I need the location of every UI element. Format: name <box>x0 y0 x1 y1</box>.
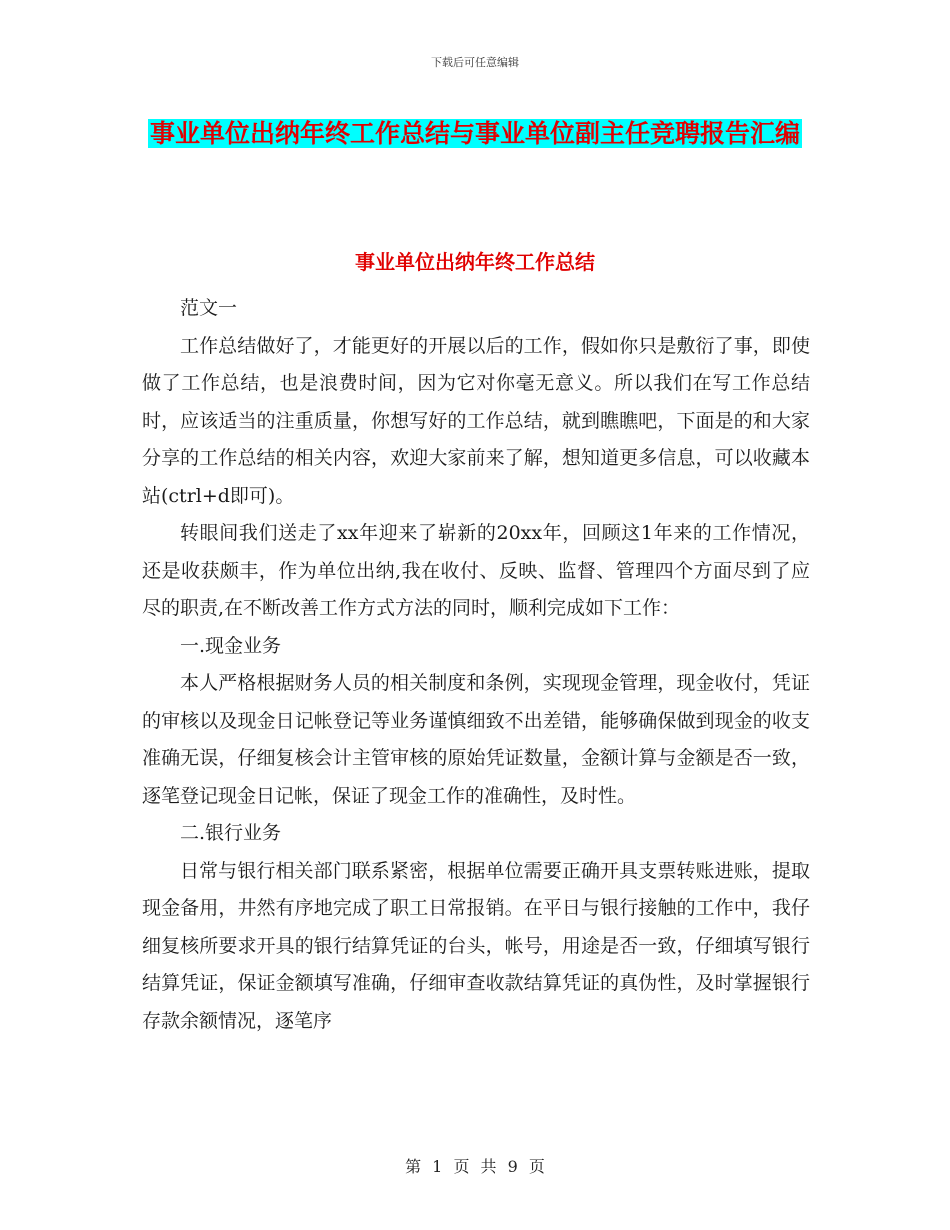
document-body <box>142 290 810 1040</box>
page-footer: 第 1 页 共 9 页 <box>405 1157 545 1176</box>
paragraph: 工作总结做好了，才能更好的开展以后的工作，假如你只是敷衍了事，即使做了工作总结，也是浪费时间，因为它对你毫无意义。所以我们在写工作总结时，应该适当的注重质量，你想写好的工作总结，就到瞧瞧吧，下面是的和大家分享的工作总结的相关内容，欢迎大家前来了解，想知道更多信息，可以收藏本站(ctrl+d即可)。 <box>142 334 810 507</box>
paragraph: 一.现金业务 <box>180 634 282 657</box>
paragraph: 范文一 <box>180 297 238 319</box>
paragraph: 转眼间我们送走了xx年迎来了崭新的20xx年，回顾这1年来的工作情况，还是收获颇丰，作为单位出纳,我在收付、反映、监督、管理四个方面尽到了应尽的职责,在不断改善工作方式方法的同时，顺利完成如下工作： <box>142 522 810 619</box>
header-note: 下载后可任意编辑 <box>431 56 519 69</box>
section-title: 事业单位出纳年终工作总结 <box>355 250 595 274</box>
paragraph: 二.银行业务 <box>180 822 282 844</box>
document-title <box>140 112 810 156</box>
paragraph: 日常与银行相关部门联系紧密，根据单位需要正确开具支票转账进账，提取现金备用，井然有序地完成了职工日常报销。在平日与银行接触的工作中，我仔细复核所要求开具的银行结算凭证的台头，帐号，用途是否一致，仔细填写银行结算凭证，保证金额填写准确，仔细审查收款结算凭证的真伪性，及时掌握银行存款余额情况，逐笔序 <box>142 859 810 1032</box>
document-title-text: 事业单位出纳年终工作总结与事业单位副主任竞聘报告汇编 <box>149 119 800 148</box>
paragraph: 本人严格根据财务人员的相关制度和条例，实现现金管理，现金收付，凭证的审核以及现金日记帐登记等业务谨慎细致不出差错，能够确保做到现金的收支准确无误，仔细复核会计主管审核的原始凭证数量，金额计算与金额是否一致，逐笔登记现金日记帐，保证了现金工作的准确性，及时性。 <box>142 672 810 807</box>
